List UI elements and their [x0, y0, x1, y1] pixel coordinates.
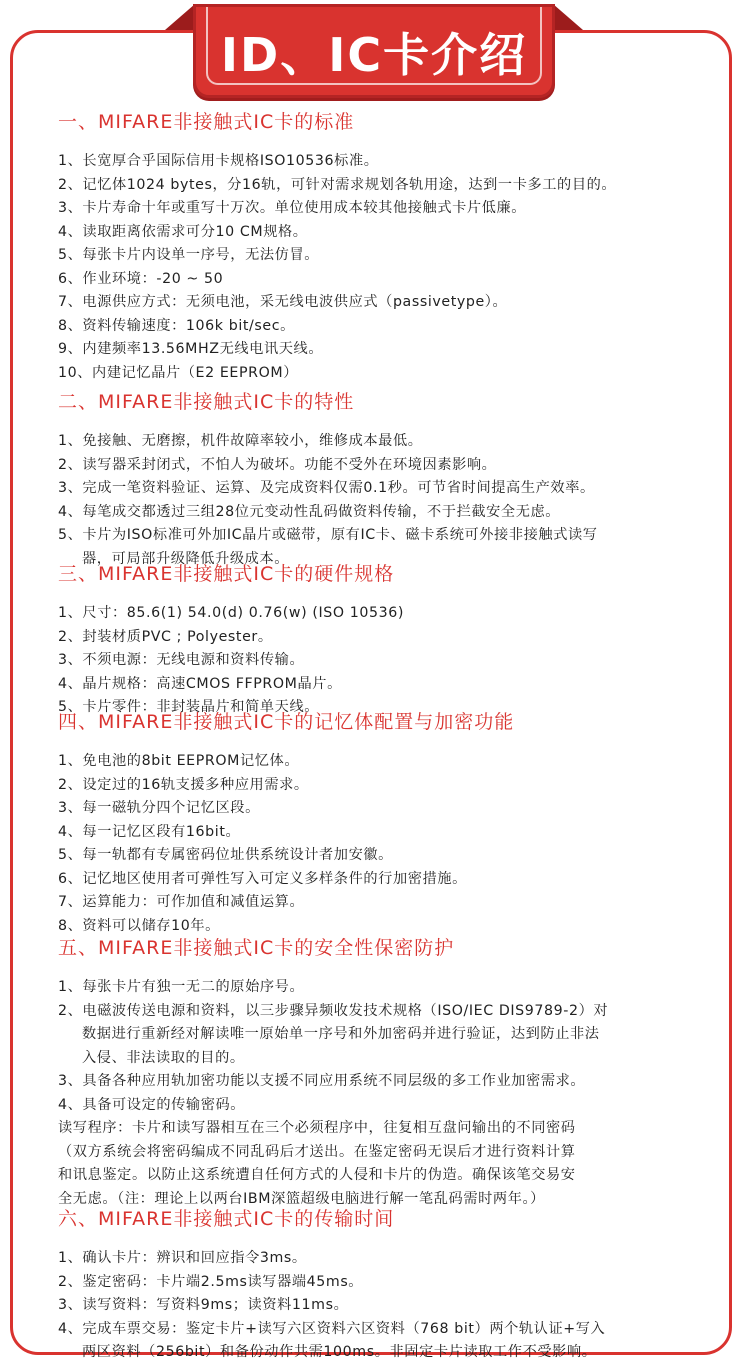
list-item: 2、记忆体1024 bytes，分16轨，可针对需求规划各轨用途，达到一卡多工的目的。 [58, 176, 617, 193]
list-item-continuation: 器，可局部升级降低升级成本。 [82, 550, 290, 567]
list-item: 6、记忆地区使用者可弹性写入可定义多样条件的行加密措施。 [58, 870, 467, 887]
list-item: 1、免电池的8bit EEPROM记忆体。 [58, 753, 300, 769]
paragraph-line: （双方系统会将密码编成不同乱码后才送出。在鉴定密码无误后才进行资料计算 [58, 1143, 576, 1160]
section-6 [58, 1205, 605, 1365]
list-item-continuation: 数据进行重新经对解读唯一原始单一序号和外加密码并进行验证，达到防止非法 [82, 1026, 600, 1042]
section-4 [58, 708, 514, 938]
list-item: 3、不须电源：无线电源和资料传输。 [58, 652, 305, 668]
section-items [58, 150, 616, 385]
list-item: 8、资料传输速度：106k bit/sec。 [58, 317, 295, 334]
list-item: 2、封装材质PVC ; Polyester。 [58, 628, 273, 645]
section-2 [58, 388, 598, 571]
list-item: 2、电磁波传送电源和资料，以三步骤异频收发技术规格（ISO/IEC DIS9789-2）对 [58, 1002, 609, 1019]
list-item: 3、具备各种应用轨加密功能以支援不同应用系统不同层级的多工作业加密需求。 [58, 1073, 586, 1089]
list-item: 1、尺寸：85.6(1) 54.0(d) 0.76(w) (ISO 10536) [58, 605, 404, 621]
paragraph-line: 全无虑。（注：理论上以两台IBM深篮超级电脑进行解一笔乱码需时两年。） [58, 1190, 545, 1207]
list-item: 2、读写器采封闭式，不怕人为破坏。功能不受外在环境因素影响。 [58, 456, 497, 473]
list-item: 2、鉴定密码：卡片端2.5ms读写器端45ms。 [58, 1273, 364, 1290]
list-item: 2、设定过的16轨支援多种应用需求。 [58, 776, 309, 793]
list-item: 3、读写资料：写资料9ms；读资料11ms。 [58, 1297, 349, 1313]
list-item: 4、每一记忆区段有16bit。 [58, 823, 241, 840]
section-items [58, 430, 598, 571]
section-title: 五、MIFARE非接触式IC卡的安全性保密防护 [58, 937, 455, 959]
list-item: 6、作业环境：-20 ~ 50 [58, 270, 224, 287]
list-item: 1、免接触、无磨擦，机件故障率较小，维修成本最低。 [58, 433, 423, 449]
list-item: 5、卡片零件：非封装晶片和简单天线。 [58, 699, 320, 715]
title-tab [193, 4, 555, 98]
list-item: 1、长宽厚合乎国际信用卡规格ISO10536标准。 [58, 153, 379, 169]
page-title: ID、IC卡介绍 [220, 28, 528, 82]
section-title: 六、MIFARE非接触式IC卡的传输时间 [58, 1208, 395, 1230]
list-item: 10、内建记忆晶片（E2 EEPROM） [58, 364, 298, 381]
list-item: 4、读取距离依需求可分10 CM规格。 [58, 223, 308, 240]
paragraph-line: 和讯息鉴定。以防止这系统遭自任何方式的人侵和卡片的伪造。确保该笔交易安 [58, 1167, 576, 1183]
section-items [58, 602, 404, 720]
list-item: 3、完成一笔资料验证、运算、及完成资料仅需0.1秒。可节省时间提高生产效率。 [58, 480, 595, 496]
section-title: 三、MIFARE非接触式IC卡的硬件规格 [58, 563, 395, 585]
section-title: 一、MIFARE非接触式IC卡的标准 [58, 111, 355, 133]
list-item: 5、卡片为ISO标准可外加IC晶片或磁带，原有IC卡、磁卡系统可外接非接触式读写 [58, 527, 598, 543]
section-items [58, 1247, 605, 1365]
section-3 [58, 560, 404, 720]
title-tab-fold-left [165, 4, 195, 30]
title-tab-fold-right [553, 4, 583, 30]
list-item: 5、每张卡片内设单一序号，无法仿冒。 [58, 247, 320, 263]
list-item-continuation: 入侵、非法读取的目的。 [82, 1049, 245, 1066]
list-item: 4、完成车票交易：鉴定卡片+读写六区资料六区资料（768 bit）两个轨认证+写入 [58, 1320, 606, 1337]
section-items [58, 750, 514, 938]
section-title: 四、MIFARE非接触式IC卡的记忆体配置与加密功能 [58, 711, 515, 733]
list-item: 1、每张卡片有独一无二的原始序号。 [58, 979, 305, 995]
list-item: 5、每一轨都有专属密码位址供系统设计者加安徽。 [58, 847, 393, 863]
list-item: 4、晶片规格：高速CMOS FFPROM晶片。 [58, 675, 342, 692]
paragraph-line: 读写程序：卡片和读写器相互在三个必须程序中，往复相互盘问输出的不同密码 [58, 1120, 576, 1136]
list-item: 4、具备可设定的传输密码。 [58, 1096, 246, 1113]
list-item-continuation: 两区资料（256bit）和备份动作共需100ms。非固定卡片读取工作不受影响。 [82, 1344, 597, 1360]
list-item: 7、运算能力：可作加值和减值运算。 [58, 894, 305, 910]
section-1 [58, 108, 616, 385]
list-item: 8、资料可以储存10年。 [58, 917, 220, 934]
list-item: 3、每一磁轨分四个记忆区段。 [58, 800, 260, 816]
list-item: 7、电源供应方式：无须电池，采无线电波供应式（passivetype）。 [58, 294, 508, 310]
list-item: 4、每笔成交都透过三组28位元变动性乱码做资料传输，不于拦截安全无虑。 [58, 503, 561, 520]
list-item: 9、内建频率13.56MHZ无线电讯天线。 [58, 341, 324, 357]
list-item: 3、卡片寿命十年或重写十万次。单位使用成本较其他接触式卡片低廉。 [58, 200, 527, 216]
section-items [58, 976, 608, 1117]
list-item: 1、确认卡片：辨识和回应指令3ms。 [58, 1250, 307, 1266]
section-5 [58, 934, 608, 1211]
section-title: 二、MIFARE非接触式IC卡的特性 [58, 391, 355, 413]
